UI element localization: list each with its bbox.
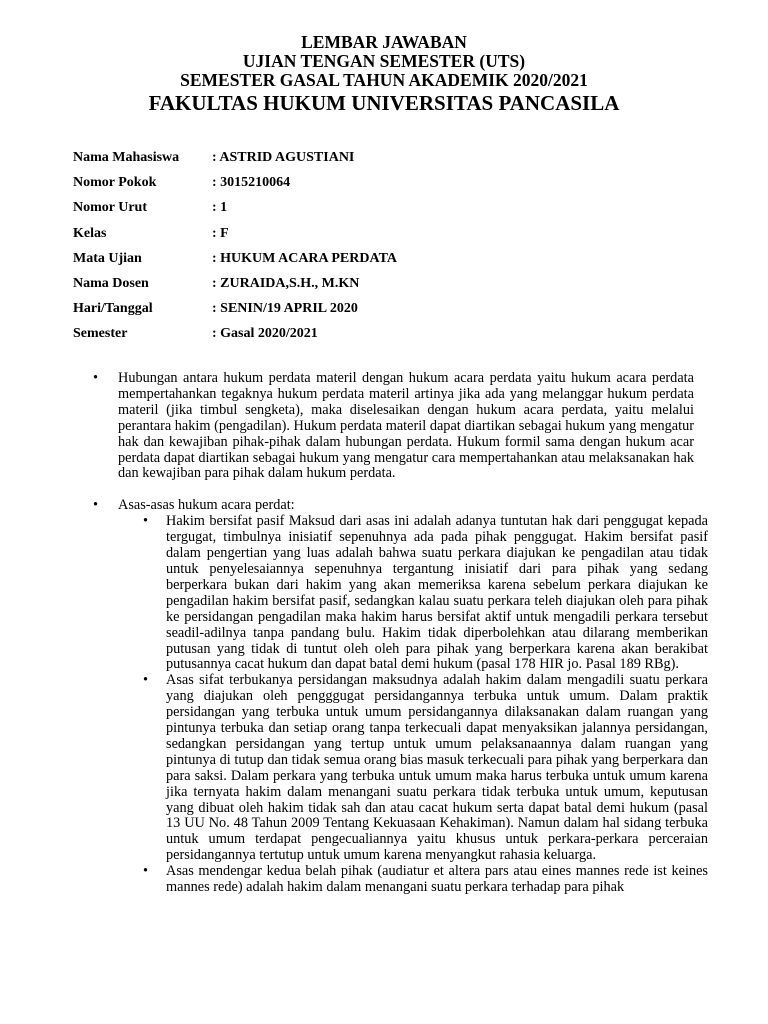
bullet-icon: • (143, 863, 149, 880)
info-value: : Gasal 2020/2021 (212, 326, 318, 342)
info-value: : ASTRID AGUSTIANI (212, 150, 355, 165)
info-value: : 3015210064 (212, 175, 291, 191)
answer-content (0, 371, 768, 896)
principle-item-open-trial (0, 673, 708, 864)
principle-text: Asas mendengar kedua belah pihak (audiatur et altera pars atau eines mannes rede ist keines mannes rede) adalah hakim dalam menangani suatu perkara terhadap para pihak (166, 863, 708, 896)
header-semester: SEMESTER GASAL TAHUN AKADEMIK 2020/2021 (180, 70, 588, 90)
info-label: Nama Mahasiswa (73, 150, 180, 165)
info-label: Hari/Tanggal (73, 301, 153, 317)
info-value: : ZURAIDA,S.H., M.KN (212, 275, 360, 291)
info-value: : HUKUM ACARA PERDATA (212, 250, 397, 266)
bullet-icon: • (143, 513, 149, 530)
info-value: : SENIN/19 APRIL 2020 (212, 301, 358, 317)
answer-text: Asas-asas hukum acara perdat: (118, 497, 295, 514)
document-header (0, 33, 768, 116)
info-label: Semester (73, 326, 128, 342)
header-faculty: FAKULTAS HUKUM UNIVERSITAS PANCASILA (148, 91, 620, 115)
info-label: Nomor Pokok (73, 175, 157, 191)
answer-text: Hubungan antara hukum perdata materil dengan hukum acara perdata yaitu hukum acara perdata mempertahankan tegaknya hukum perdata materil artinya jika ada yang melanggar hukum perdata materil (jika timbul sengketa), maka diselesaikan dengan hukum acara perdata, yaitu melalui perantara hakim (pengadilan). Hukum perdata materil dapat diartikan sebagai hukum yang mengatur hak dan kewajiban pihak-pihak dalam hubungan perdata. Hukum formil sama dengan hukum acar perdata dapat diartikan sebagai hukum yang mengatur cara mempertahankan atau melaksanakan hak dan kewajiban para pihak dalam hukum perdata. (118, 370, 694, 482)
info-value: : F (212, 225, 229, 241)
header-exam-name: UJIAN TENGAN SEMESTER (UTS) (242, 51, 526, 71)
principle-text: Asas sifat terbukanya persidangan maksudnya adalah hakim dalam mengadili suatu perkara yang diajukan oleh pengggugat persidangannya terbuka untuk umum. Dalam praktik persidangan yang terbuka untuk umum persidangannya dilaksanakan dalam ruangan yang pintunya terbuka dan setiap orang tanpa terkecuali dapat menyaksikan jalannya persidangan, sedangkan persidangan yang tertup untuk umum pelaksanaannya dalam ruangan yang pintunya di tutup dan tidak semua orang bias masuk terkecuali para pihak yang berperkara dan para saksi. Dalam perkara yang terbuka untuk umum maka harus terbuka untuk umum karena jika ternyata hakim dalam menangani suatu perkara tidak terbuka untuk umum, keputusan yang dibuat oleh hakim tidak sah dan atau cacat hukum serta dapat batal demi hukum (pasal 13 UU No. 48 Tahun 2009 Tentang Kekuasaan Kehakiman). Namun dalam hal sidang terbuka untuk umum terdapat pengecualiannya yaitu khusus untuk perkara-perkara perceraian persidangannya tertutup untuk umum karena menyangkut rahasia keluarga. (166, 672, 708, 864)
info-label: Nama Dosen (73, 275, 149, 291)
bullet-icon: • (93, 370, 99, 386)
info-label: Kelas (73, 225, 107, 241)
principle-item-passive-judge (0, 514, 708, 673)
answer-paragraph-relation (0, 371, 694, 482)
bullet-icon: • (143, 672, 149, 689)
info-value: : 1 (212, 200, 228, 216)
principle-item-hear-both-parties (0, 864, 708, 896)
answer-paragraph-principles (0, 498, 694, 514)
principle-text: Hakim bersifat pasif Maksud dari asas ini adalah adanya tuntutan hak dari penggugat kepada tergugat, timbulnya inisiatif sepenuhnya ada pada pihak penggugat. Hakim bersifat pasif dalam pengertian yang luas adalah bahwa suatu perkara diajukan ke pengadilan atau tidak untuk penyelesaiannya sepenuhnya tergantung inisiatif dari para pihak yang sedang berperkara bukan dari hakim yang akan memeriksa karena sebelum perkara diajukan ke pengadilan hakim bersifat pasif, sedangkan kalau suatu perkara teleh diajukan oleh para pihak ke persidangan pengadilan maka hakim harus bersifat aktif untuk mengadili perkara tersebut seadil-adilnya tanpa pandang bulu. Hakim tidak diperbolehkan atau dilarang memberikan putusan yang tidak di tuntut oleh oleh para pihak yang berperkara karena akan berakibat putusannya cacat hukum dan dapat batal demi hukum (pasal 178 HIR jo. Pasal 189 RBg). (166, 513, 708, 673)
info-label: Mata Ujian (73, 250, 142, 266)
bullet-icon: • (93, 497, 99, 514)
info-label: Nomor Urut (73, 200, 148, 216)
header-title: LEMBAR JAWABAN (301, 32, 467, 52)
